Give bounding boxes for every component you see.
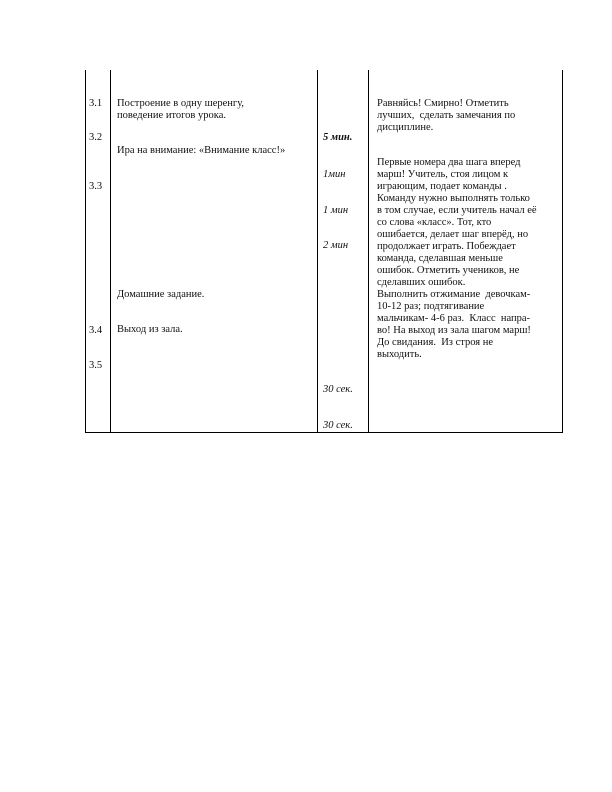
time-label: 30 сек. — [323, 420, 353, 431]
content-text: Построение в одну шеренгу, — [117, 98, 245, 109]
notes-text: Первые номера два шага вперед — [377, 157, 521, 168]
notes-text: со слова «класс». Тот, кто — [377, 217, 492, 228]
notes-text: До свидания. Из строя не — [377, 337, 493, 348]
time-label: 1 мин — [323, 205, 349, 216]
notes-text: дисциплине. — [377, 122, 434, 133]
notes-text: играющим, подает команды . — [377, 181, 507, 192]
notes-text: марш! Учитель, стоя лицом к — [377, 169, 509, 180]
table-bottom-border — [85, 432, 563, 433]
notes-text: лучших, сделать замечания по — [377, 110, 516, 121]
column-divider-3 — [368, 70, 369, 433]
notes-text: Равняйсь! Смирно! Отметить — [377, 98, 509, 109]
notes-text: команда, сделавшая меньше — [377, 253, 503, 264]
notes-text: в том случае, если учитель начал её — [377, 205, 537, 216]
table-right-border — [562, 70, 563, 433]
notes-text: выходить. — [377, 349, 422, 360]
time-label: 2 мин — [323, 240, 349, 251]
time-label: 5 мин. — [323, 132, 353, 143]
row-number: 3.4 — [89, 325, 103, 336]
notes-text: мальчикам- 4-6 раз. Класс напра- — [377, 313, 531, 324]
column-divider-1 — [110, 70, 111, 433]
notes-text: Выполнить отжимание девочкам- — [377, 289, 531, 300]
notes-text: сделавших ошибок. — [377, 277, 466, 288]
notes-text: ошибок. Отметить учеников, не — [377, 265, 520, 276]
notes-text: 10-12 раз; подтягивание — [377, 301, 485, 312]
row-number: 3.2 — [89, 132, 103, 143]
content-text: Домашние задание. — [117, 289, 205, 300]
table-left-border — [85, 70, 86, 433]
notes-text: продолжает играть. Побеждает — [377, 241, 516, 252]
row-number: 3.5 — [89, 360, 103, 371]
row-number: 3.3 — [89, 181, 103, 192]
lesson-table — [85, 70, 563, 433]
column-divider-2 — [317, 70, 318, 433]
row-number: 3.1 — [89, 98, 103, 109]
time-label: 30 сек. — [323, 384, 353, 395]
time-label: 1мин — [323, 169, 346, 180]
notes-text: во! На выход из зала шагом марш! — [377, 325, 531, 336]
notes-text: ошибается, делает шаг вперёд, но — [377, 229, 529, 240]
content-text: Выход из зала. — [117, 324, 183, 335]
notes-text: Команду нужно выполнять только — [377, 193, 530, 204]
content-text: поведение итогов урока. — [117, 110, 226, 121]
content-text: Ира на внимание: «Внимание класс!» — [117, 145, 286, 156]
